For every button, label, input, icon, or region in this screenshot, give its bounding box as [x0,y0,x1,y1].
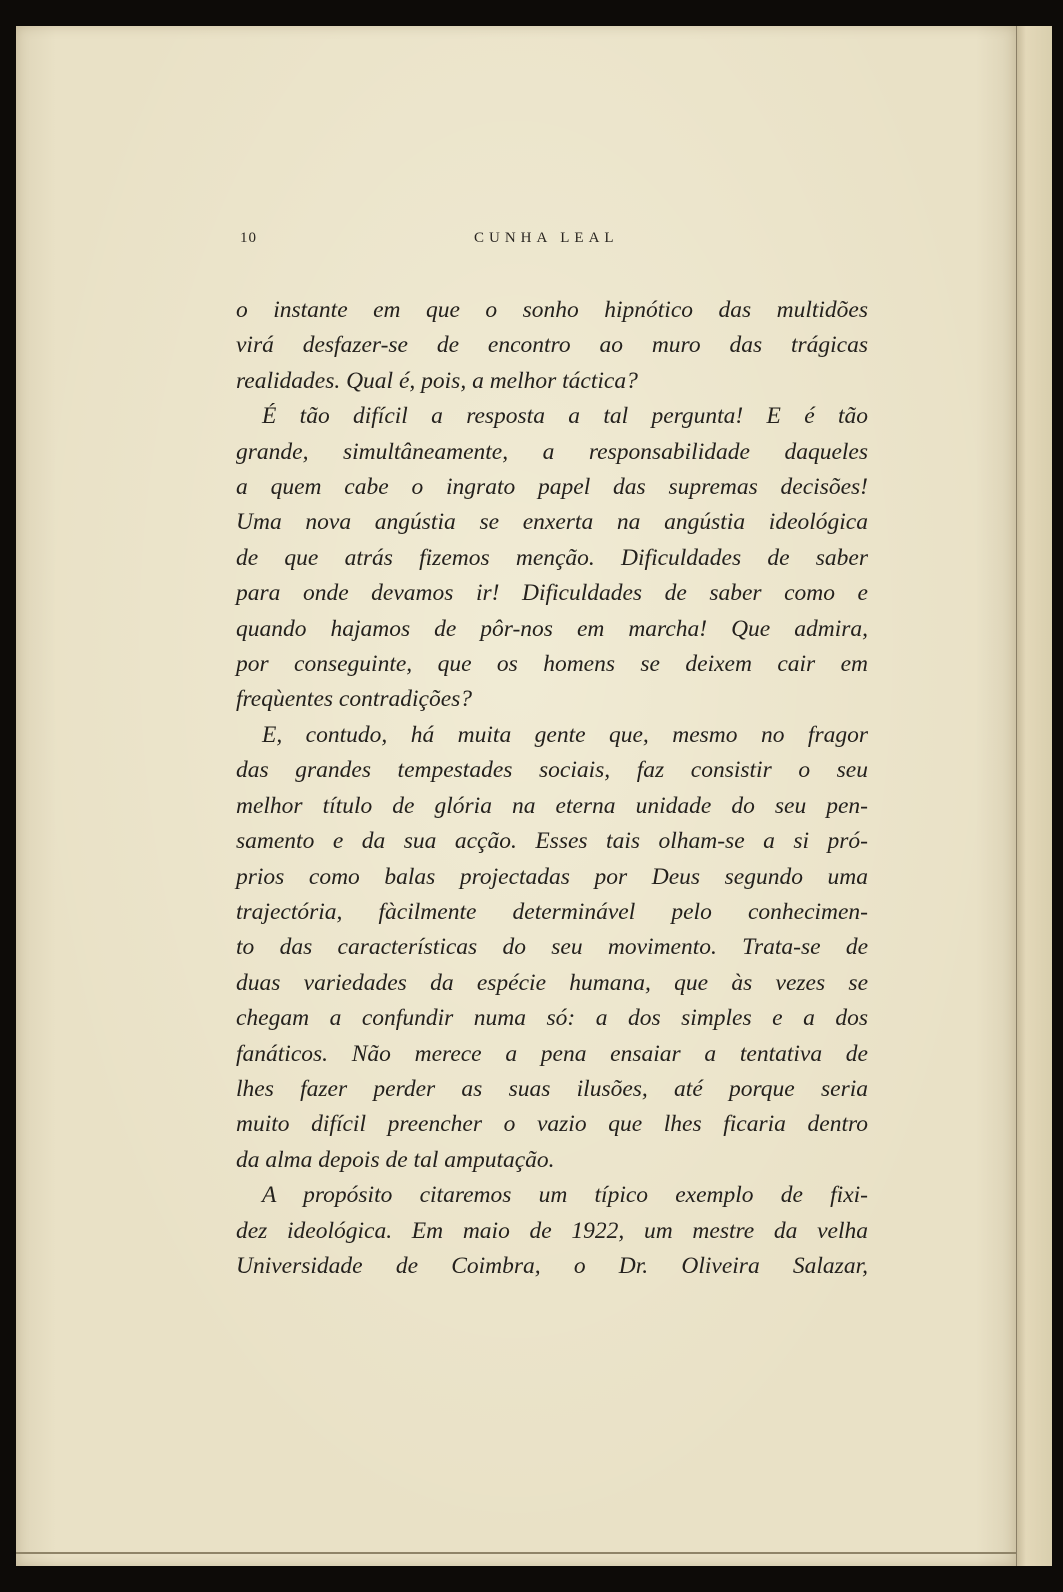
text-line: Universidade de Coimbra, o Dr. Oliveira Salazar, [236,1252,868,1279]
text-line: de que atrás fizemos menção. Dificuldades de saber [236,544,868,571]
text-line: quando hajamos de pôr-nos em marcha! Que admira, [236,615,868,642]
text-line: trajectória, fàcilmente determinável pelo conhecimen- [236,898,868,925]
text-line: to das características do seu movimento. Trata-se de [236,934,868,961]
running-title: CUNHA LEAL [474,230,619,246]
text-line: Uma nova angústia se enxerta na angústia ideológica [236,509,868,536]
text-line: melhor título de glória na eterna unidade do seu pen- [236,792,868,819]
text-line: o instante em que o sonho hipnótico das multidões [236,297,868,323]
text-line: para onde devamos ir! Dificuldades de saber como e [236,580,868,607]
text-line: a quem cabe o ingrato papel das supremas decisões! [236,474,868,501]
text-line: das grandes tempestades sociais, faz consistir o seu [236,757,868,784]
paragraph [236,399,868,718]
paragraph [236,293,868,399]
text-line: É tão difícil a resposta a tal pergunta! E é tão [262,403,868,430]
text-line: duas variedades da espécie humana, que às vezes se [236,969,868,996]
body-text [236,293,868,1284]
paragraph [236,1178,868,1284]
text-line: virá desfazer-se de encontro ao muro das trágicas [236,332,868,359]
text-line: prios como balas projectadas por Deus segundo uma [236,863,868,890]
text-line: por conseguinte, que os homens se deixem cair em [236,651,868,678]
text-line: freqùentes contradições? [236,686,473,713]
text-line: fanáticos. Não merece a pena ensaiar a tentativa de [236,1040,868,1067]
text-line: E, contudo, há muita gente que, mesmo no fragor [262,721,868,748]
text-line: grande, simultâneamente, a responsabilidade daqueles [236,438,868,465]
text-line: samento e da sua acção. Esses tais olham-se a si pró- [236,828,868,855]
page-bottom-edge [16,1552,1016,1554]
text-line: lhes fazer perder as suas ilusões, até porque seria [236,1075,868,1102]
page-number: 10 [240,230,257,246]
text-line: chegam a confundir numa só: a dos simples e a dos [236,1005,868,1032]
text-line: da alma depois de tal amputação. [236,1146,555,1173]
paragraph [236,718,868,1178]
text-line: realidades. Qual é, pois, a melhor táctica? [236,367,638,394]
running-head [240,230,870,252]
text-line: muito difícil preencher o vazio que lhes ficaria dentro [236,1111,868,1138]
text-line: dez ideológica. Em maio de 1922, um mestre da velha [236,1217,868,1244]
text-line: A propósito citaremos um típico exemplo de fixi- [262,1182,868,1209]
